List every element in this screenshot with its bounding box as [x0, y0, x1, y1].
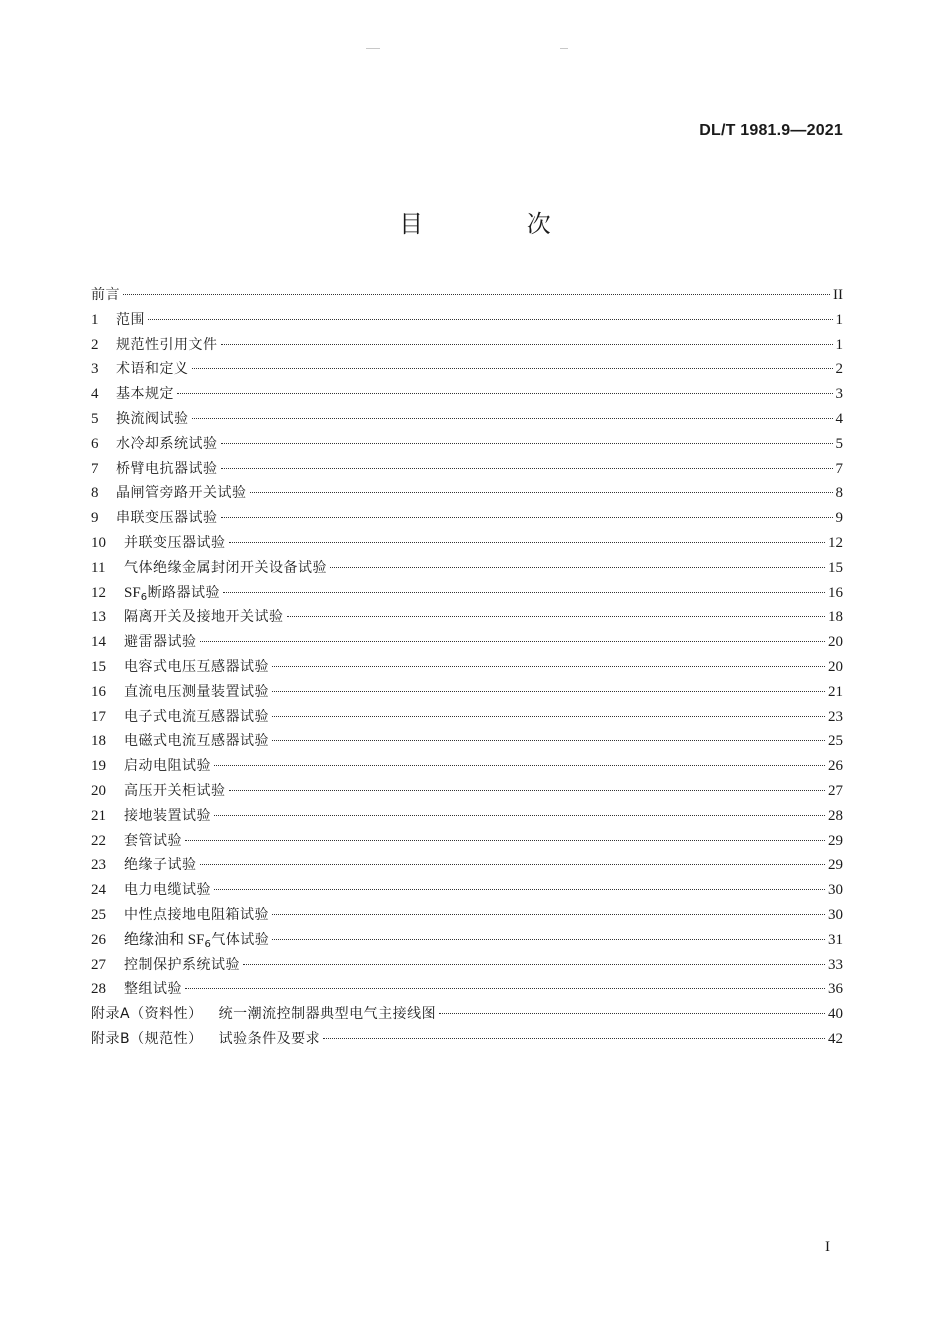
- toc-entry-title: 电磁式电流互感器试验: [124, 733, 269, 750]
- toc-entry-page: 5: [835, 435, 843, 452]
- toc-entry-title: 整组试验: [124, 981, 182, 998]
- toc-entry-number: 22: [91, 832, 106, 849]
- toc-entry[interactable]: [91, 903, 843, 928]
- toc-entry-page: 30: [828, 882, 843, 899]
- toc-entry-page: 29: [828, 857, 843, 874]
- toc-dot-leader: [221, 468, 833, 469]
- toc-entry-title: 中性点接地电阻箱试验: [124, 906, 269, 923]
- toc-entry-title: 电力电缆试验: [124, 882, 211, 899]
- toc-entry[interactable]: [91, 308, 843, 333]
- toc-entry[interactable]: [91, 977, 843, 1002]
- toc-entry-number: 6: [91, 435, 99, 452]
- toc-dot-leader: [192, 418, 833, 419]
- toc-entry-page: 12: [828, 534, 843, 551]
- toc-entry-number: 21: [91, 807, 106, 824]
- toc-entry-page: 27: [828, 782, 843, 799]
- toc-entry[interactable]: [91, 829, 843, 854]
- toc-entry-number: 7: [91, 460, 99, 477]
- toc-entry-page: 20: [828, 634, 843, 651]
- toc-entry[interactable]: [91, 605, 843, 630]
- toc-entry[interactable]: [91, 432, 843, 457]
- toc-dot-leader: [272, 666, 825, 667]
- toc-dot-leader: [123, 294, 830, 295]
- toc-entry[interactable]: [91, 556, 843, 581]
- toc-entry[interactable]: [91, 506, 843, 531]
- toc-entry-title: 套管试验: [124, 832, 182, 849]
- toc-entry-page: 21: [828, 683, 843, 700]
- toc-entry-page: 33: [828, 956, 843, 973]
- toc-entry-page: 2: [835, 361, 843, 378]
- toc-entry-number: 3: [91, 361, 99, 378]
- toc-title-subscript: 6: [140, 591, 148, 603]
- toc-entry-page: 16: [828, 584, 843, 601]
- toc-dot-leader: [229, 790, 826, 791]
- toc-title-prefix: 绝缘油和 SF: [124, 931, 205, 948]
- table-of-contents: [91, 283, 843, 1052]
- toc-dot-leader: [272, 740, 825, 741]
- toc-entry-number: 27: [91, 956, 106, 973]
- toc-dot-leader: [185, 840, 825, 841]
- toc-dot-leader: [330, 567, 825, 568]
- toc-entry-page: 20: [828, 658, 843, 675]
- toc-entry-number: 11: [91, 559, 106, 576]
- toc-entry[interactable]: [91, 1002, 843, 1027]
- toc-entry-number: 8: [91, 485, 99, 502]
- toc-dot-leader: [323, 1038, 825, 1039]
- toc-entry-page: 3: [835, 386, 843, 403]
- toc-entry-title: 气体绝缘金属封闭开关设备试验: [124, 559, 327, 576]
- toc-entry-number: 12: [91, 584, 106, 601]
- toc-entry[interactable]: [91, 680, 843, 705]
- toc-title-rest: 断路器试验: [147, 584, 221, 601]
- toc-entry[interactable]: [91, 729, 843, 754]
- toc-entry[interactable]: [91, 705, 843, 730]
- toc-entry-title: 前言: [91, 287, 120, 303]
- toc-entry-page: 26: [828, 758, 843, 775]
- toc-entry-title: 并联变压器试验: [124, 534, 226, 551]
- toc-entry-page: 4: [835, 410, 843, 427]
- toc-entry-number: 20: [91, 782, 106, 799]
- toc-dot-leader: [200, 864, 826, 865]
- toc-entry[interactable]: [91, 953, 843, 978]
- toc-entry-number: 28: [91, 981, 106, 998]
- page-number: I: [825, 1239, 830, 1255]
- page-title: 目 次: [399, 210, 599, 238]
- toc-entry-page: 31: [828, 931, 843, 948]
- toc-entry-title: 控制保护系统试验: [124, 956, 240, 973]
- toc-dot-leader: [214, 815, 825, 816]
- toc-entry-page: 25: [828, 733, 843, 750]
- toc-entry-title: 避雷器试验: [124, 634, 197, 651]
- toc-entry-page: 8: [835, 485, 843, 502]
- toc-entry-page: II: [833, 287, 843, 303]
- toc-entry-title: 电容式电压互感器试验: [124, 658, 269, 675]
- toc-entry-number: 18: [91, 733, 106, 750]
- toc-entry-page: 7: [835, 460, 843, 477]
- toc-dot-leader: [272, 939, 825, 940]
- toc-entry-title: 换流阀试验: [116, 410, 189, 427]
- toc-dot-leader: [177, 393, 833, 394]
- toc-dot-leader: [221, 517, 833, 518]
- toc-entry-page: 36: [828, 981, 843, 998]
- toc-entry[interactable]: [91, 804, 843, 829]
- toc-dot-leader: [185, 988, 825, 989]
- toc-dot-leader: [287, 616, 826, 617]
- toc-entry-number: 25: [91, 906, 106, 923]
- toc-entry-number: 2: [91, 336, 99, 353]
- toc-dot-leader: [221, 344, 833, 345]
- toc-entry-page: 1: [835, 311, 843, 328]
- toc-title-prefix: SF: [124, 584, 141, 601]
- toc-entry-page: 30: [828, 906, 843, 923]
- toc-entry[interactable]: [91, 407, 843, 432]
- toc-entry[interactable]: [91, 581, 843, 606]
- toc-entry-page: 23: [828, 708, 843, 725]
- appendix-title: 试验条件及要求: [218, 1030, 321, 1047]
- toc-entry-number: 17: [91, 708, 106, 725]
- toc-entry-number: 24: [91, 882, 106, 899]
- toc-entry[interactable]: [91, 928, 843, 953]
- toc-entry-title: [91, 1002, 436, 1027]
- toc-dot-leader: [214, 889, 825, 890]
- toc-entry-number: 5: [91, 410, 99, 427]
- toc-entry-number: 26: [91, 931, 106, 948]
- appendix-title: 统一潮流控制器典型电气主接线图: [218, 1006, 437, 1023]
- toc-entry[interactable]: [91, 655, 843, 680]
- toc-entry-page: 28: [828, 807, 843, 824]
- toc-entry-title: 启动电阻试验: [124, 758, 211, 775]
- standard-code: DL/T 1981.9—2021: [699, 122, 843, 139]
- appendix-label: 附录A（资料性）: [91, 1006, 203, 1023]
- toc-entry[interactable]: [91, 1027, 843, 1052]
- toc-dot-leader: [229, 542, 826, 543]
- toc-entry[interactable]: [91, 630, 843, 655]
- toc-dot-leader: [439, 1013, 825, 1014]
- scan-artifact: [366, 48, 380, 49]
- toc-entry-page: 18: [828, 609, 843, 626]
- toc-entry-title: 晶闸管旁路开关试验: [116, 485, 247, 502]
- appendix-label: 附录B（规范性）: [91, 1030, 203, 1047]
- toc-entry-title: 隔离开关及接地开关试验: [124, 609, 284, 626]
- toc-entry-number: 19: [91, 758, 106, 775]
- toc-entry-title: 术语和定义: [116, 361, 189, 378]
- toc-dot-leader: [214, 765, 825, 766]
- toc-dot-leader: [243, 964, 825, 965]
- toc-entry-title: 接地装置试验: [124, 807, 211, 824]
- toc-title-subscript: 6: [204, 938, 212, 950]
- toc-entry-number: 16: [91, 683, 106, 700]
- toc-entry-page: 40: [828, 1006, 843, 1023]
- toc-entry-number: 23: [91, 857, 106, 874]
- toc-entry-page: 42: [828, 1030, 843, 1047]
- toc-entry-title: 规范性引用文件: [116, 336, 218, 353]
- toc-dot-leader: [272, 914, 825, 915]
- toc-entry-title: 电子式电流互感器试验: [124, 708, 269, 725]
- toc-dot-leader: [223, 592, 825, 593]
- toc-entry[interactable]: [91, 853, 843, 878]
- toc-entry-page: 1: [835, 336, 843, 353]
- toc-entry[interactable]: [91, 382, 843, 407]
- toc-entry-title: 直流电压测量装置试验: [124, 683, 269, 700]
- toc-entry-page: 9: [835, 510, 843, 527]
- toc-entry-number: 1: [91, 311, 99, 328]
- toc-entry[interactable]: [91, 878, 843, 903]
- toc-entry-number: 15: [91, 658, 106, 675]
- toc-dot-leader: [272, 716, 825, 717]
- toc-entry-title: 串联变压器试验: [116, 510, 218, 527]
- toc-entry-title: 水冷却系统试验: [116, 435, 218, 452]
- toc-dot-leader: [272, 691, 825, 692]
- toc-entry-title: 基本规定: [116, 386, 174, 403]
- toc-dot-leader: [250, 492, 833, 493]
- toc-entry[interactable]: [91, 457, 843, 482]
- toc-entry[interactable]: [91, 531, 843, 556]
- toc-dot-leader: [148, 319, 833, 320]
- toc-dot-leader: [221, 443, 833, 444]
- toc-entry-number: 14: [91, 634, 106, 651]
- toc-entry[interactable]: [91, 754, 843, 779]
- toc-entry-title: 范围: [116, 311, 145, 328]
- toc-entry[interactable]: [91, 283, 843, 308]
- toc-entry[interactable]: [91, 779, 843, 804]
- toc-entry-page: 15: [828, 559, 843, 576]
- toc-dot-leader: [192, 368, 833, 369]
- toc-entry-title: 高压开关柜试验: [124, 782, 226, 799]
- toc-entry-number: 4: [91, 386, 99, 403]
- toc-entry-title: [91, 1027, 320, 1052]
- toc-entry[interactable]: [91, 333, 843, 358]
- toc-entry-title: 桥臂电抗器试验: [116, 460, 218, 477]
- toc-entry[interactable]: [91, 481, 843, 506]
- scan-artifact: [560, 48, 568, 49]
- toc-entry-number: 10: [91, 534, 106, 551]
- toc-entry[interactable]: [91, 357, 843, 382]
- toc-entry-number: 13: [91, 609, 106, 626]
- toc-title-rest: 气体试验: [211, 931, 270, 948]
- toc-dot-leader: [200, 641, 826, 642]
- toc-entry-page: 29: [828, 832, 843, 849]
- toc-entry-title: 绝缘子试验: [124, 857, 197, 874]
- toc-entry-number: 9: [91, 510, 99, 527]
